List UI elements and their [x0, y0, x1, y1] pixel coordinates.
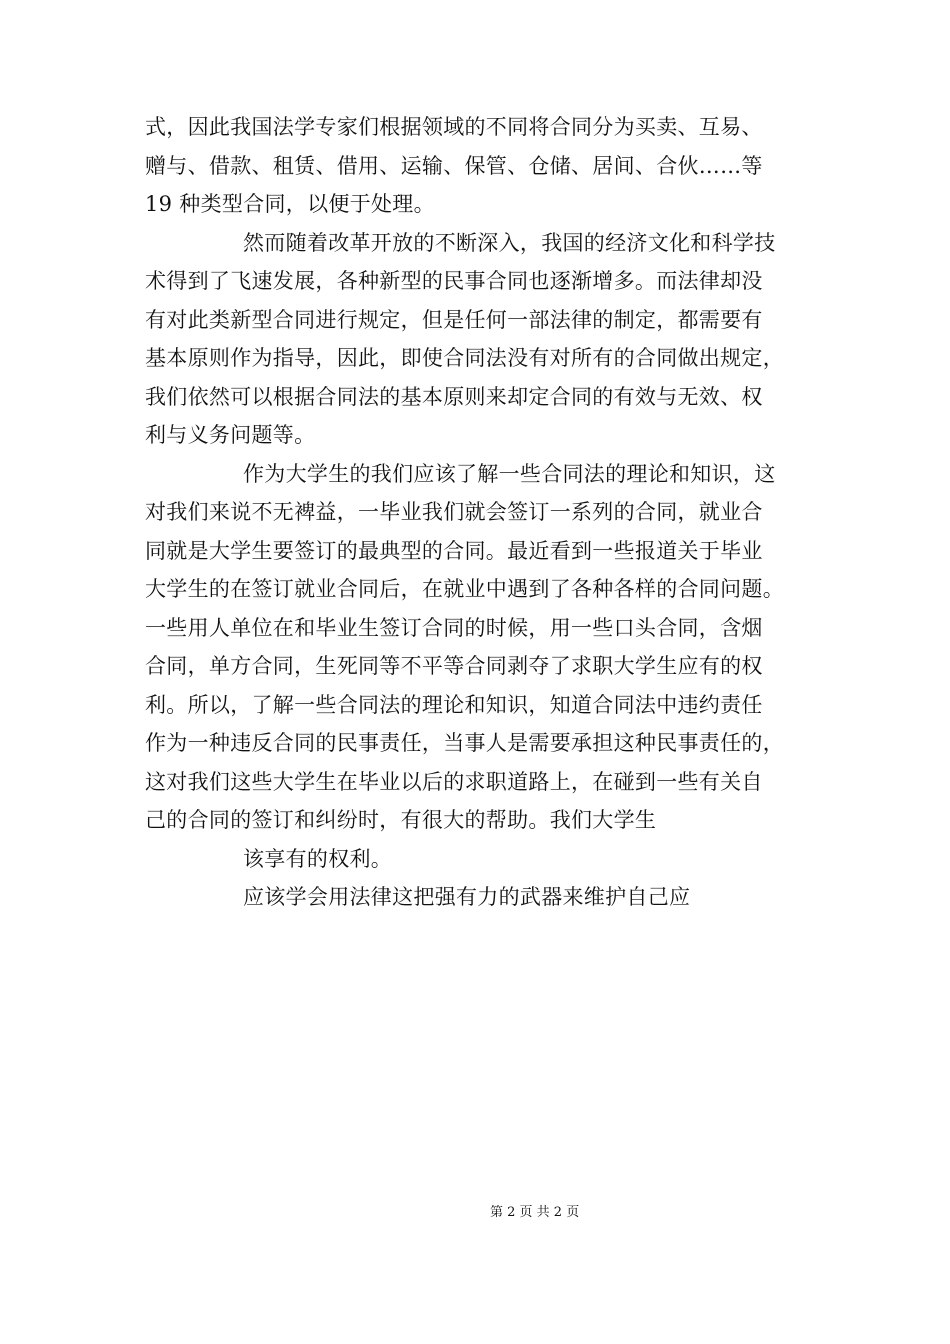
text-line: 我们依然可以根据合同法的基本原则来却定合同的有效与无效、权 [145, 384, 763, 409]
text-line: 作为大学生的我们应该了解一些合同法的理论和知识，这 [243, 461, 776, 486]
text-line: 术得到了飞速发展，各种新型的民事合同也逐渐增多。而法律却没 [145, 269, 763, 293]
body-text [145, 108, 805, 917]
text-line: 然而随着改革开放的不断深入，我国的经济文化和科学技 [243, 230, 776, 255]
text-line: 一些用人单位在和毕业生签订合同的时候，用一些口头合同，含烟 [145, 615, 763, 640]
text-line: 基本原则作为指导，因此，即使合同法没有对所有的合同做出规定， [145, 346, 784, 370]
text-line: 作为一种违反合同的民事责任，当事人是需要承担这种民事责任的， [145, 731, 784, 755]
text-line: 合同，单方合同，生死同等不平等合同剥夺了求职大学生应有的权 [145, 654, 763, 678]
text-line: 该享有的权利。 [243, 846, 393, 871]
text-line: 对我们来说不无裨益，一毕业我们就会签订一系列的合同，就业合 [145, 500, 763, 524]
text-line: 利。所以，了解一些合同法的理论和知识，知道合同法中违约责任 [145, 692, 763, 717]
text-line: 大学生的在签订就业合同后，在就业中遇到了各种各样的合同问题。 [145, 577, 784, 601]
text-line: 式，因此我国法学专家们根据领域的不同将合同分为买卖、互易、 [145, 115, 763, 139]
text-line: 这对我们这些大学生在毕业以后的求职道路上，在碰到一些有关自 [145, 769, 763, 794]
text-line: 有对此类新型合同进行规定，但是任何一部法律的制定，都需要有 [145, 307, 763, 332]
text-line: 利与义务问题等。 [145, 423, 316, 447]
page-footer: 第 2 页 共 2 页 [490, 1205, 580, 1220]
text-line: 己的合同的签订和纠纷时，有很大的帮助。我们大学生 [145, 808, 657, 832]
text-line: 19 种类型合同，以便于处理。 [145, 192, 435, 216]
text-line: 赠与、借款、租赁、借用、运输、保管、仓储、居间、合伙……等 [145, 153, 763, 178]
text-line: 同就是大学生要签订的最典型的合同。最近看到一些报道关于毕业 [145, 538, 763, 563]
text-line: 应该学会用法律这把强有力的武器来维护自己应 [243, 885, 691, 909]
